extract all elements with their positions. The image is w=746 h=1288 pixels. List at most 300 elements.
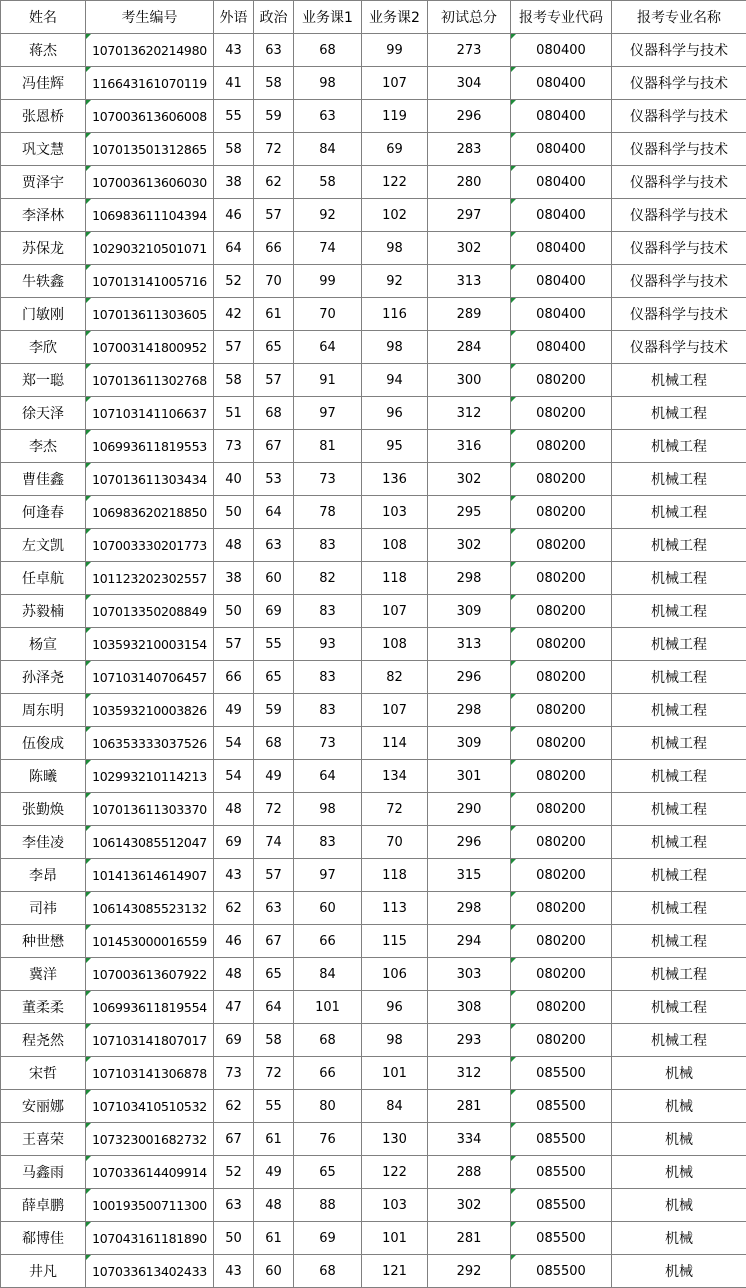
cell-foreign-language: 54: [214, 760, 254, 793]
cell-major-code: 080200: [511, 991, 612, 1024]
cell-politics: 64: [254, 496, 294, 529]
cell-major-name: 仪器科学与技术: [612, 166, 746, 199]
cell-subject-2: 70: [362, 826, 428, 859]
cell-foreign-language: 55: [214, 100, 254, 133]
cell-major-code: 080200: [511, 793, 612, 826]
cell-name: 左文凯: [1, 529, 86, 562]
cell-total-score: 316: [428, 430, 511, 463]
cell-foreign-language: 50: [214, 595, 254, 628]
table-row: [1, 1123, 746, 1156]
cell-total-score: 296: [428, 100, 511, 133]
cell-subject-2: 107: [362, 694, 428, 727]
cell-total-score: 294: [428, 925, 511, 958]
table-row: [1, 760, 746, 793]
table-row: [1, 1222, 746, 1255]
cell-foreign-language: 73: [214, 430, 254, 463]
cell-name: 郑一聪: [1, 364, 86, 397]
cell-subject-2: 94: [362, 364, 428, 397]
cell-foreign-language: 46: [214, 199, 254, 232]
cell-subject-2: 134: [362, 760, 428, 793]
table-row: [1, 727, 746, 760]
cell-politics: 68: [254, 727, 294, 760]
cell-name: 程尧然: [1, 1024, 86, 1057]
cell-major-name: 机械工程: [612, 760, 746, 793]
cell-politics: 64: [254, 991, 294, 1024]
cell-foreign-language: 38: [214, 166, 254, 199]
header-subject-1: 业务课1: [294, 1, 362, 34]
cell-politics: 48: [254, 1189, 294, 1222]
cell-foreign-language: 41: [214, 67, 254, 100]
cell-subject-2: 122: [362, 1156, 428, 1189]
cell-subject-1: 65: [294, 1156, 362, 1189]
cell-major-code: 080400: [511, 265, 612, 298]
cell-subject-1: 101: [294, 991, 362, 1024]
cell-subject-1: 83: [294, 694, 362, 727]
cell-subject-2: 136: [362, 463, 428, 496]
cell-name: 周东明: [1, 694, 86, 727]
cell-subject-1: 97: [294, 859, 362, 892]
cell-major-code: 080200: [511, 661, 612, 694]
header-major-name: 报考专业名称: [612, 1, 746, 34]
cell-subject-2: 95: [362, 430, 428, 463]
cell-total-score: 281: [428, 1090, 511, 1123]
cell-total-score: 298: [428, 892, 511, 925]
cell-foreign-language: 62: [214, 892, 254, 925]
cell-major-name: 仪器科学与技术: [612, 100, 746, 133]
cell-major-code: 080200: [511, 595, 612, 628]
cell-politics: 55: [254, 628, 294, 661]
cell-major-name: 机械: [612, 1090, 746, 1123]
cell-politics: 63: [254, 892, 294, 925]
cell-major-name: 机械工程: [612, 991, 746, 1024]
cell-subject-1: 91: [294, 364, 362, 397]
cell-major-code: 080400: [511, 67, 612, 100]
cell-name: 巩文慧: [1, 133, 86, 166]
cell-total-score: 289: [428, 298, 511, 331]
cell-major-name: 仪器科学与技术: [612, 133, 746, 166]
cell-subject-2: 115: [362, 925, 428, 958]
cell-exam-id: 107003330201773: [86, 529, 214, 562]
cell-subject-1: 83: [294, 529, 362, 562]
cell-foreign-language: 48: [214, 529, 254, 562]
cell-major-code: 080200: [511, 727, 612, 760]
cell-subject-1: 76: [294, 1123, 362, 1156]
cell-foreign-language: 54: [214, 727, 254, 760]
cell-politics: 67: [254, 925, 294, 958]
cell-politics: 70: [254, 265, 294, 298]
cell-major-name: 机械: [612, 1123, 746, 1156]
cell-politics: 72: [254, 1057, 294, 1090]
cell-total-score: 295: [428, 496, 511, 529]
cell-major-name: 仪器科学与技术: [612, 265, 746, 298]
cell-foreign-language: 49: [214, 694, 254, 727]
cell-subject-2: 107: [362, 595, 428, 628]
table-row: [1, 958, 746, 991]
cell-total-score: 313: [428, 628, 511, 661]
cell-politics: 72: [254, 133, 294, 166]
cell-politics: 57: [254, 859, 294, 892]
cell-exam-id: 106993611819554: [86, 991, 214, 1024]
cell-major-name: 仪器科学与技术: [612, 232, 746, 265]
cell-politics: 63: [254, 529, 294, 562]
cell-foreign-language: 47: [214, 991, 254, 1024]
cell-total-score: 302: [428, 529, 511, 562]
table-row: [1, 793, 746, 826]
header-total-score: 初试总分: [428, 1, 511, 34]
cell-exam-id: 107003613606008: [86, 100, 214, 133]
cell-politics: 60: [254, 562, 294, 595]
cell-name: 安丽娜: [1, 1090, 86, 1123]
cell-politics: 49: [254, 760, 294, 793]
cell-politics: 68: [254, 397, 294, 430]
cell-name: 种世懋: [1, 925, 86, 958]
table-row: [1, 364, 746, 397]
cell-subject-1: 80: [294, 1090, 362, 1123]
cell-major-code: 080200: [511, 364, 612, 397]
cell-subject-1: 84: [294, 958, 362, 991]
cell-subject-2: 130: [362, 1123, 428, 1156]
cell-exam-id: 106983620218850: [86, 496, 214, 529]
cell-politics: 66: [254, 232, 294, 265]
cell-subject-2: 98: [362, 1024, 428, 1057]
cell-politics: 59: [254, 100, 294, 133]
cell-major-code: 080200: [511, 694, 612, 727]
cell-major-code: 080200: [511, 496, 612, 529]
cell-subject-1: 97: [294, 397, 362, 430]
cell-subject-2: 69: [362, 133, 428, 166]
cell-foreign-language: 43: [214, 859, 254, 892]
cell-subject-2: 108: [362, 628, 428, 661]
cell-major-name: 机械工程: [612, 430, 746, 463]
cell-subject-2: 92: [362, 265, 428, 298]
cell-total-score: 298: [428, 562, 511, 595]
cell-subject-1: 93: [294, 628, 362, 661]
cell-politics: 61: [254, 298, 294, 331]
table-row: [1, 166, 746, 199]
cell-major-name: 机械工程: [612, 1024, 746, 1057]
cell-subject-1: 81: [294, 430, 362, 463]
cell-major-code: 080400: [511, 133, 612, 166]
cell-subject-1: 64: [294, 331, 362, 364]
cell-foreign-language: 58: [214, 133, 254, 166]
header-name: 姓名: [1, 1, 86, 34]
cell-foreign-language: 67: [214, 1123, 254, 1156]
cell-total-score: 312: [428, 1057, 511, 1090]
cell-subject-2: 99: [362, 34, 428, 67]
header-subject-2: 业务课2: [362, 1, 428, 34]
cell-subject-1: 82: [294, 562, 362, 595]
table-row: [1, 463, 746, 496]
cell-subject-1: 66: [294, 1057, 362, 1090]
table-row: [1, 67, 746, 100]
cell-subject-2: 98: [362, 331, 428, 364]
cell-subject-2: 121: [362, 1255, 428, 1288]
cell-name: 杨宣: [1, 628, 86, 661]
header-exam-id: 考生编号: [86, 1, 214, 34]
cell-total-score: 312: [428, 397, 511, 430]
cell-exam-id: 107103141106637: [86, 397, 214, 430]
cell-subject-1: 70: [294, 298, 362, 331]
cell-total-score: 296: [428, 826, 511, 859]
cell-politics: 61: [254, 1222, 294, 1255]
cell-total-score: 334: [428, 1123, 511, 1156]
cell-total-score: 273: [428, 34, 511, 67]
cell-name: 马鑫雨: [1, 1156, 86, 1189]
cell-total-score: 290: [428, 793, 511, 826]
cell-major-code: 080200: [511, 397, 612, 430]
cell-politics: 65: [254, 661, 294, 694]
cell-exam-id: 107013350208849: [86, 595, 214, 628]
table-body: [1, 34, 746, 1288]
cell-major-name: 机械工程: [612, 628, 746, 661]
table-row: [1, 133, 746, 166]
cell-major-name: 机械工程: [612, 727, 746, 760]
cell-name: 曹佳鑫: [1, 463, 86, 496]
cell-exam-id: 107043161181890: [86, 1222, 214, 1255]
table-row: [1, 562, 746, 595]
cell-major-code: 085500: [511, 1255, 612, 1288]
cell-subject-1: 68: [294, 1024, 362, 1057]
cell-name: 王喜荣: [1, 1123, 86, 1156]
cell-foreign-language: 42: [214, 298, 254, 331]
cell-name: 李佳凌: [1, 826, 86, 859]
cell-exam-id: 116643161070119: [86, 67, 214, 100]
cell-exam-id: 107323001682732: [86, 1123, 214, 1156]
cell-foreign-language: 48: [214, 958, 254, 991]
cell-major-code: 080400: [511, 100, 612, 133]
cell-major-code: 080200: [511, 463, 612, 496]
table-row: [1, 1090, 746, 1123]
cell-major-code: 080200: [511, 562, 612, 595]
cell-name: 冀洋: [1, 958, 86, 991]
table-row: [1, 100, 746, 133]
cell-major-name: 仪器科学与技术: [612, 298, 746, 331]
cell-major-code: 080200: [511, 628, 612, 661]
cell-subject-1: 83: [294, 595, 362, 628]
cell-total-score: 293: [428, 1024, 511, 1057]
cell-major-code: 080200: [511, 892, 612, 925]
cell-politics: 61: [254, 1123, 294, 1156]
cell-total-score: 284: [428, 331, 511, 364]
cell-foreign-language: 38: [214, 562, 254, 595]
cell-major-name: 机械: [612, 1156, 746, 1189]
cell-major-code: 080400: [511, 166, 612, 199]
cell-exam-id: 107013611302768: [86, 364, 214, 397]
cell-foreign-language: 66: [214, 661, 254, 694]
cell-foreign-language: 48: [214, 793, 254, 826]
cell-exam-id: 107103141306878: [86, 1057, 214, 1090]
cell-foreign-language: 50: [214, 1222, 254, 1255]
table-row: [1, 199, 746, 232]
cell-name: 孙泽尧: [1, 661, 86, 694]
cell-exam-id: 106353333037526: [86, 727, 214, 760]
cell-major-name: 仪器科学与技术: [612, 331, 746, 364]
cell-total-score: 302: [428, 232, 511, 265]
cell-name: 董柔柔: [1, 991, 86, 1024]
cell-major-name: 机械: [612, 1057, 746, 1090]
cell-name: 张恩桥: [1, 100, 86, 133]
cell-exam-id: 106143085523132: [86, 892, 214, 925]
cell-major-name: 机械工程: [612, 958, 746, 991]
cell-foreign-language: 73: [214, 1057, 254, 1090]
cell-name: 苏毅楠: [1, 595, 86, 628]
cell-exam-id: 102993210114213: [86, 760, 214, 793]
cell-total-score: 313: [428, 265, 511, 298]
cell-politics: 58: [254, 67, 294, 100]
cell-subject-2: 72: [362, 793, 428, 826]
cell-total-score: 309: [428, 595, 511, 628]
cell-exam-id: 101413614614907: [86, 859, 214, 892]
cell-major-code: 080200: [511, 1024, 612, 1057]
cell-total-score: 303: [428, 958, 511, 991]
cell-subject-2: 122: [362, 166, 428, 199]
cell-exam-id: 102903210501071: [86, 232, 214, 265]
cell-politics: 57: [254, 364, 294, 397]
cell-politics: 63: [254, 34, 294, 67]
header-foreign-language: 外语: [214, 1, 254, 34]
table-row: [1, 1255, 746, 1288]
cell-major-name: 机械工程: [612, 397, 746, 430]
cell-major-name: 机械工程: [612, 661, 746, 694]
cell-name: 伍俊成: [1, 727, 86, 760]
cell-name: 郗博佳: [1, 1222, 86, 1255]
cell-name: 司祎: [1, 892, 86, 925]
cell-subject-1: 98: [294, 793, 362, 826]
table-row: [1, 232, 746, 265]
cell-subject-1: 68: [294, 34, 362, 67]
cell-major-name: 机械工程: [612, 925, 746, 958]
cell-name: 张勤焕: [1, 793, 86, 826]
cell-subject-1: 69: [294, 1222, 362, 1255]
cell-foreign-language: 57: [214, 628, 254, 661]
cell-total-score: 298: [428, 694, 511, 727]
cell-subject-2: 118: [362, 859, 428, 892]
cell-exam-id: 107033613402433: [86, 1255, 214, 1288]
cell-major-name: 机械工程: [612, 463, 746, 496]
cell-major-name: 机械工程: [612, 364, 746, 397]
cell-subject-1: 60: [294, 892, 362, 925]
header-major-code: 报考专业代码: [511, 1, 612, 34]
cell-major-code: 080200: [511, 925, 612, 958]
cell-major-code: 080200: [511, 529, 612, 562]
cell-subject-1: 73: [294, 727, 362, 760]
cell-subject-2: 108: [362, 529, 428, 562]
cell-exam-id: 107013501312865: [86, 133, 214, 166]
cell-foreign-language: 50: [214, 496, 254, 529]
cell-exam-id: 107003613606030: [86, 166, 214, 199]
cell-major-name: 机械: [612, 1189, 746, 1222]
cell-subject-2: 116: [362, 298, 428, 331]
cell-name: 徐天泽: [1, 397, 86, 430]
cell-politics: 49: [254, 1156, 294, 1189]
cell-total-score: 308: [428, 991, 511, 1024]
cell-subject-2: 118: [362, 562, 428, 595]
cell-politics: 59: [254, 694, 294, 727]
cell-exam-id: 101123202302557: [86, 562, 214, 595]
cell-politics: 65: [254, 958, 294, 991]
table-row: [1, 397, 746, 430]
cell-foreign-language: 57: [214, 331, 254, 364]
cell-name: 陈曦: [1, 760, 86, 793]
table-row: [1, 1057, 746, 1090]
cell-subject-2: 101: [362, 1222, 428, 1255]
cell-exam-id: 107003613607922: [86, 958, 214, 991]
cell-major-name: 机械工程: [612, 694, 746, 727]
cell-subject-1: 78: [294, 496, 362, 529]
cell-politics: 58: [254, 1024, 294, 1057]
cell-total-score: 301: [428, 760, 511, 793]
cell-major-name: 机械工程: [612, 595, 746, 628]
table-row: [1, 628, 746, 661]
table-row: [1, 331, 746, 364]
cell-major-name: 仪器科学与技术: [612, 34, 746, 67]
cell-major-code: 080200: [511, 826, 612, 859]
cell-exam-id: 107033614409914: [86, 1156, 214, 1189]
cell-foreign-language: 52: [214, 265, 254, 298]
cell-subject-2: 107: [362, 67, 428, 100]
cell-subject-1: 92: [294, 199, 362, 232]
table-row: [1, 991, 746, 1024]
table-row: [1, 430, 746, 463]
cell-politics: 60: [254, 1255, 294, 1288]
cell-subject-2: 114: [362, 727, 428, 760]
cell-name: 任卓航: [1, 562, 86, 595]
cell-foreign-language: 69: [214, 826, 254, 859]
cell-exam-id: 107013141005716: [86, 265, 214, 298]
cell-subject-2: 96: [362, 397, 428, 430]
cell-foreign-language: 43: [214, 34, 254, 67]
cell-subject-2: 101: [362, 1057, 428, 1090]
cell-subject-1: 68: [294, 1255, 362, 1288]
cell-major-code: 080200: [511, 430, 612, 463]
cell-name: 苏保龙: [1, 232, 86, 265]
cell-total-score: 292: [428, 1255, 511, 1288]
cell-major-code: 080400: [511, 199, 612, 232]
cell-politics: 69: [254, 595, 294, 628]
table-row: [1, 1156, 746, 1189]
cell-subject-1: 74: [294, 232, 362, 265]
cell-name: 李泽林: [1, 199, 86, 232]
cell-major-code: 080200: [511, 859, 612, 892]
cell-name: 贾泽宇: [1, 166, 86, 199]
cell-major-name: 机械工程: [612, 496, 746, 529]
cell-name: 门敏刚: [1, 298, 86, 331]
cell-exam-id: 103593210003154: [86, 628, 214, 661]
cell-subject-2: 82: [362, 661, 428, 694]
cell-major-code: 085500: [511, 1189, 612, 1222]
cell-foreign-language: 69: [214, 1024, 254, 1057]
cell-exam-id: 101453000016559: [86, 925, 214, 958]
cell-major-name: 机械工程: [612, 793, 746, 826]
cell-foreign-language: 51: [214, 397, 254, 430]
cell-major-code: 080200: [511, 760, 612, 793]
cell-exam-id: 106993611819553: [86, 430, 214, 463]
table-row: [1, 661, 746, 694]
table-row: [1, 694, 746, 727]
cell-name: 薛卓鹏: [1, 1189, 86, 1222]
cell-foreign-language: 46: [214, 925, 254, 958]
table-row: [1, 496, 746, 529]
cell-subject-2: 98: [362, 232, 428, 265]
cell-major-name: 机械工程: [612, 529, 746, 562]
cell-subject-2: 113: [362, 892, 428, 925]
cell-total-score: 302: [428, 463, 511, 496]
cell-name: 李杰: [1, 430, 86, 463]
cell-foreign-language: 43: [214, 1255, 254, 1288]
cell-politics: 57: [254, 199, 294, 232]
cell-exam-id: 103593210003826: [86, 694, 214, 727]
cell-politics: 74: [254, 826, 294, 859]
